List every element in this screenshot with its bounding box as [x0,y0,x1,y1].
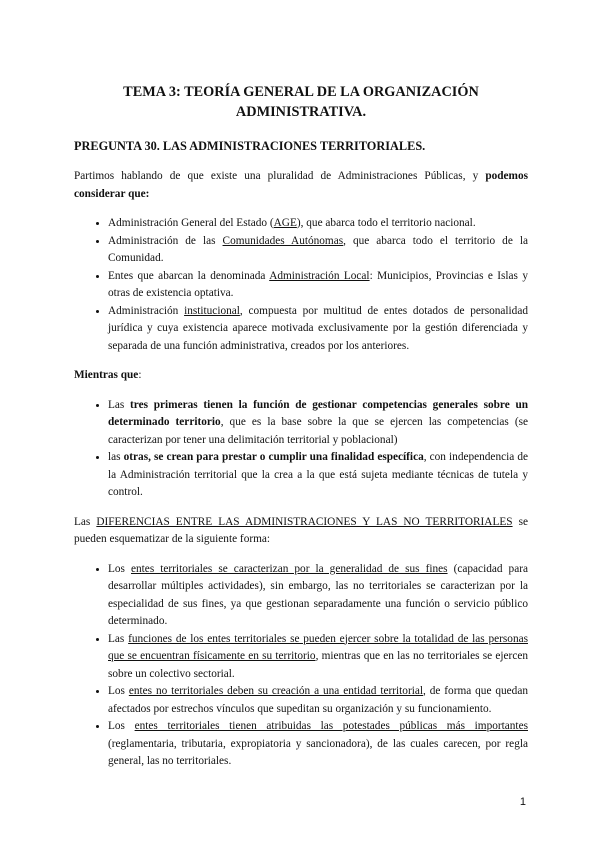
item-text: , que abarca todo el territorio de la Comunidad. [108,234,529,264]
document-title [74,82,528,122]
item-text: Administración General del Estado ( [108,217,274,229]
diferencias-paragraph [74,514,528,549]
intro-bold: podemos considerar que: [74,170,528,200]
list-item [108,449,528,502]
list-item [108,718,528,771]
item-underlined: funciones de los entes territoriales se pueden ejercer sobre la totalidad de las personas que se encuentran físicamente en su territorio [108,632,528,662]
item-text: Las [108,398,131,411]
item-text: Administración de las [108,234,223,247]
item-text: Los [108,562,131,575]
admin-types-list [74,215,528,355]
list-item [108,561,528,631]
item-text: (reglamentaria, tributaria, expropiatoria y sancionadora), de las cuales carecen, por regla general, las no territoriales. [108,737,528,767]
differences-list [74,561,528,771]
item-text: : Municipios, Provincias e Islas y otras de existencia optativa. [108,269,528,299]
item-text: las [108,451,124,463]
item-text: , que es la base sobre la que se ejercen las competencias (se caracterizan por tener una delimitación territorial y poblacional) [108,416,528,446]
mientras-text: : [138,369,142,381]
title-line-2: ADMINISTRATIVA. [235,104,367,120]
item-underlined: institucional [184,304,240,317]
item-underlined: AGE [273,217,297,229]
item-bold: tres primeras tienen la función de gestionar competencias generales sobre un determinado territorio [108,398,529,428]
item-text: , compuesta por multitud de entes dotados de personalidad jurídica y cuya existencia aparece motivada exclusivamente por la gestión diferenciada y separada de una función administrativa, creados por los anteriores. [108,304,528,352]
list-item [108,233,528,268]
item-text: , mientras que en las no territoriales se ejercen sobre un colectivo sectorial. [108,650,528,680]
title-line-1: TEMA 3: TEORÍA GENERAL DE LA ORGANIZACIÓN [123,84,479,100]
item-text: Los [108,685,129,697]
page-number: 1 [519,796,526,808]
intro-text: Partimos hablando de que existe una pluralidad de Administraciones Públicas, y [74,170,486,182]
diferencias-underlined: DIFERENCIAS ENTRE LAS ADMINISTRACIONES Y LAS NO TERRITORIALES [96,515,513,528]
mientras-bold: Mientras que [74,369,139,381]
document-page [74,82,528,783]
item-underlined: Administración Local [269,269,370,282]
list-item [108,215,528,233]
item-text: (capacidad para desarrollar múltiples actividades), sin embargo, las no territoriales se caracterizan por la especialidad de sus fines, ya que gestionan separadamente una función o servicio público determinado. [108,562,528,627]
question-title: PREGUNTA 30. LAS ADMINISTRACIONES TERRITORIALES. [74,139,426,153]
item-text: Las [74,515,97,528]
intro-paragraph [74,168,528,203]
list-item [108,268,528,303]
item-text: Las [108,632,129,645]
item-underlined: Comunidades Autónomas [222,234,344,247]
mientras-paragraph [74,367,528,385]
item-text: , con independencia de la Administración territorial que la crea a la que está sujeta mediante técnicas de tutela y control. [108,451,528,498]
item-underlined: entes no territoriales deben su creación a una entidad territorial [128,685,423,697]
item-underlined: entes territoriales se caracterizan por la generalidad de sus fines [131,562,448,575]
item-text: se pueden esquematizar de la siguiente forma: [74,515,528,545]
item-text: , de forma que quedan afectados por estrechos vínculos que supeditan su organización y su funcionamiento. [108,685,528,715]
item-text: Administración [108,304,185,317]
list-item [108,683,528,718]
list-item [108,631,528,684]
item-underlined: entes territoriales tienen atribuidas las potestades públicas más importantes [134,720,528,732]
list-item [108,397,528,450]
item-text: Entes que abarcan la denominada [108,269,270,282]
functions-list [74,397,528,502]
item-text: ), que abarca todo el territorio nacional. [296,217,476,229]
item-text: Los [108,720,135,732]
item-bold: otras, se crean para prestar o cumplir una finalidad específica [123,451,424,463]
list-item [108,303,528,356]
